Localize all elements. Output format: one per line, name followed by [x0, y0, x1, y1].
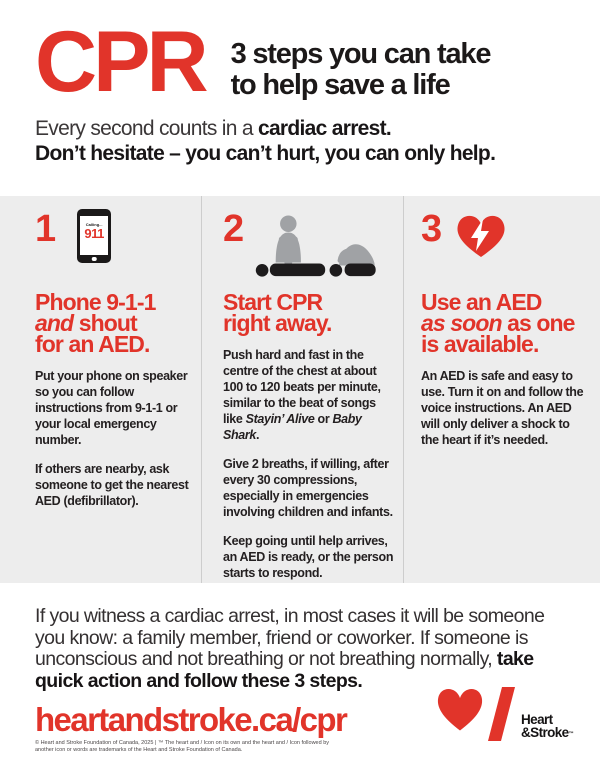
step-1-column — [0, 196, 201, 583]
step-3-heading-italic: as soon — [421, 310, 502, 336]
poster-title — [231, 26, 491, 101]
website-url[interactable]: heartandstroke.ca/cpr — [35, 701, 347, 738]
footer-section — [0, 583, 600, 776]
step-2-heading — [223, 289, 397, 336]
step-2-paragraph-1 — [223, 347, 397, 443]
closing-bold: take quick action and follow these 3 steps. — [35, 648, 534, 692]
step-2-heading-l2: right away. — [223, 310, 332, 336]
step-2-paragraph-2: Give 2 breaths, if willing, after every 30 compressions, especially in emergencies involving children and infants. — [223, 457, 393, 519]
trademark-symbol: ™ — [568, 730, 573, 737]
title-line-2: to help save a life — [230, 69, 450, 101]
logo-word-heart: Heart — [521, 712, 553, 727]
logo-word-stroke: &Stroke — [521, 724, 569, 740]
closing-text — [35, 606, 563, 692]
step-2-top — [223, 208, 397, 280]
step-3-top — [421, 208, 590, 280]
hero-row — [35, 14, 565, 110]
phone-screen — [80, 216, 108, 255]
step-2-song-1: Stayin’ Alive — [245, 412, 315, 426]
step-3-heading-l3: is available. — [421, 331, 539, 357]
step-1-heading-l1: Phone 9-1-1 — [35, 289, 156, 315]
steps-panel — [0, 196, 600, 583]
intro-plain: Every second counts in a — [35, 117, 258, 140]
intro-line-2: Don’t hesitate – you can’t hurt, you can only help. — [35, 142, 496, 165]
step-2-p1-post: . — [256, 428, 260, 442]
heart-slash-icon — [436, 683, 518, 745]
intro-text — [35, 116, 565, 166]
step-1-heading-l2: shout — [73, 310, 137, 336]
legal-text: © Heart and Stroke Foundation of Canada, 2025 | ™ The heart and / Icon on its own and the heart and / Icon followed by another icon or words are trademarks of the Heart and Stroke Foundation of Canada. — [35, 740, 330, 753]
step-3-column — [403, 196, 600, 583]
step-2-song-2: Baby Shark — [223, 412, 362, 442]
step-2-p1-pre: Push hard and fast in the centre of the chest at about 100 to 120 beats per minute, similar to the beat of songs like — [223, 348, 381, 426]
step-3-heading-l2: as one — [501, 310, 575, 336]
step-1-heading-italic: and — [35, 310, 74, 336]
phone-home-button — [92, 257, 97, 262]
heart-and-stroke-wordmark — [521, 714, 573, 740]
phone-911-icon — [77, 209, 111, 263]
step-2-heading-l1: Start CPR — [223, 289, 323, 315]
phone-911-number: 911 — [84, 226, 104, 241]
closing-plain: If you witness a cardiac arrest, in most cases it will be someone you know: a family member, friend or coworker. If someone is unconscious and not breathing or not breathing normally, — [35, 605, 545, 670]
step-2-number: 2 — [223, 208, 244, 250]
aed-heart-icon — [455, 211, 507, 259]
step-3-heading-l1: Use an AED — [421, 289, 542, 315]
cpr-rescue-icon — [254, 214, 376, 280]
step-1-heading-l3: for an AED. — [35, 331, 150, 357]
header-section — [0, 0, 600, 196]
step-1-heading — [35, 289, 195, 357]
step-1-paragraph-2: If others are nearby, ask someone to get the nearest AED (defibrillator). — [35, 462, 189, 508]
heart-and-stroke-logo — [436, 683, 573, 745]
title-line-1: 3 steps you can take — [230, 38, 491, 70]
step-1-top — [35, 208, 195, 280]
cpr-wordmark: CPR — [35, 14, 205, 110]
phone-calling-label: Calling... — [85, 222, 103, 227]
step-1-paragraph-1: Put your phone on speaker so you can follow instructions from 9-1-1 or your local emergency number. — [35, 369, 188, 447]
intro-bold: cardiac arrest. — [257, 117, 392, 140]
step-1-number: 1 — [35, 208, 56, 250]
step-2-column — [201, 196, 403, 583]
step-2-paragraph-3: Keep going until help arrives, an AED is ready, or the person starts to respond. — [223, 534, 394, 580]
step-3-heading — [421, 289, 590, 357]
step-3-number: 3 — [421, 208, 442, 250]
step-3-paragraph-1: An AED is safe and easy to use. Turn it on and follow the voice instructions. An AED will only deliver a shock to the heart if it’s needed. — [421, 369, 584, 447]
step-2-p1-mid: or — [314, 412, 333, 426]
